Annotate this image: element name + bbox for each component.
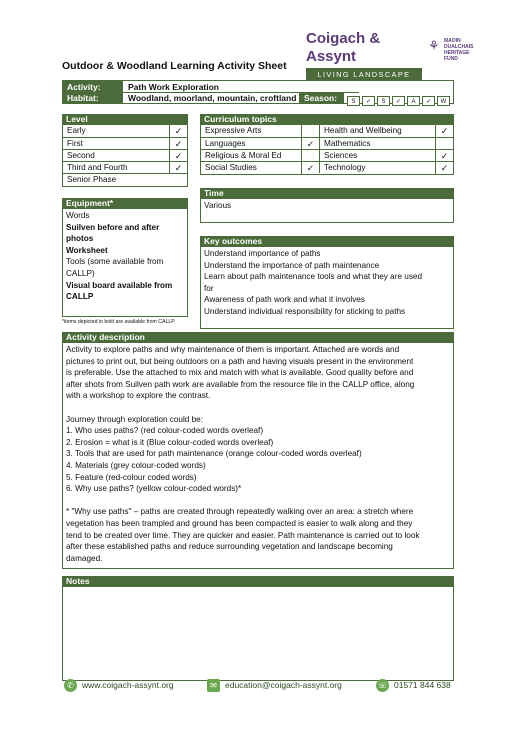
description-header: Activity description — [62, 332, 454, 343]
hlf-line2: DUALCHAIS — [444, 44, 474, 50]
topic-technology: Technology ✓ — [320, 161, 453, 173]
footer-email[interactable] — [207, 679, 342, 692]
check-icon: ✓ — [435, 150, 453, 162]
phone-icon: ☏ — [377, 681, 388, 690]
topic-religious-moral: Religious & Moral Ed — [201, 149, 319, 161]
check-icon: ✓ — [301, 138, 319, 150]
description-line: after shots from Suilven path work are available from the resource file in the CALLP office, along — [66, 379, 415, 389]
outcomes-header: Key outcomes — [200, 236, 454, 247]
outcome-item: Awareness of path work and what it involves — [204, 295, 365, 305]
topic-languages: Languages ✓ — [201, 137, 319, 149]
lottery-icon: ⚘ — [428, 38, 440, 53]
description-line: Activity to explore paths and why maintenance of them is important. Attached are words and — [66, 345, 400, 354]
season-summer: S — [377, 96, 390, 106]
equipment-item: Visual board available from — [66, 280, 173, 290]
description-line: vegetation has been trampled and ground has been compacted is easier to walk along and they — [66, 518, 413, 528]
footer-phone-text: 01571 844 638 — [394, 679, 451, 690]
description-line: pictures to print out, but being outdoors on a path and having visuals present in the environment — [66, 356, 414, 366]
level-row-senior: Senior Phase — [63, 173, 187, 185]
topic-expressive-arts: Expressive Arts — [201, 125, 319, 137]
season-autumn-check: ✓ — [422, 96, 435, 106]
equipment-header: Equipment* — [62, 198, 188, 209]
time-section — [200, 188, 454, 223]
info-table — [62, 80, 454, 104]
hlf-line1: MAOIN — [444, 38, 461, 44]
outcome-item: Understand the importance of path maintenance — [204, 260, 380, 270]
check-icon: ✓ — [169, 125, 187, 137]
email-icon: ✉ — [207, 679, 220, 692]
journey-item: 5. Feature (red-colour coded words) — [66, 472, 197, 482]
check-icon: ✓ — [435, 125, 453, 137]
level-row-first: First ✓ — [63, 137, 187, 149]
page-title: Outdoor & Woodland Learning Activity Sheet — [62, 60, 287, 72]
topic-sciences: Sciences ✓ — [320, 149, 453, 161]
globe-icon: ✆ — [64, 679, 77, 692]
topic-mathematics: Mathematics — [320, 137, 453, 149]
description-line: damaged. — [66, 553, 103, 563]
footer-email-text: education@coigach-assynt.org — [225, 679, 342, 690]
heritage-fund-logo — [428, 36, 490, 66]
equipment-item: CALLP) — [66, 268, 95, 278]
season-spring-check: ✓ — [362, 96, 375, 106]
activity-label: Activity: — [67, 82, 101, 92]
topic-health-wellbeing: Health and Wellbeing ✓ — [320, 125, 453, 137]
equipment-section — [62, 198, 188, 317]
habitat-value: Woodland, moorland, mountain, croftland — [128, 93, 297, 103]
description-line: is preferable. Use the attached to mix and match with what is available. Good quality before and — [66, 368, 414, 378]
outcomes-section — [200, 236, 454, 329]
season-summer-check: ✓ — [392, 96, 405, 106]
topic-social-studies: Social Studies ✓ — [201, 161, 319, 173]
equipment-item: CALLP — [66, 292, 94, 302]
journey-item: 4. Materials (grey colour-coded words) — [66, 460, 206, 470]
equipment-note: *items depicted in bold are available from CALLP — [62, 319, 175, 325]
notes-header: Notes — [62, 576, 454, 587]
description-line: tend to be created over time. They are quicker and easier. Path maintenance is carried out to look — [66, 530, 420, 540]
check-icon: ✓ — [169, 138, 187, 150]
time-header: Time — [200, 188, 454, 199]
outcome-item: Learn about path maintenance tools and what they are used — [204, 272, 423, 282]
check-icon: ✓ — [169, 162, 187, 174]
description-line: with a workshop to explore the contrast. — [66, 391, 211, 401]
outcome-item: Understand individual responsibility for sticking to paths — [204, 306, 406, 316]
curriculum-section — [200, 114, 454, 175]
level-row-early: Early ✓ — [63, 125, 187, 137]
season-winter: W — [437, 96, 450, 106]
description-section — [62, 332, 454, 569]
activity-value: Path Work Exploration — [128, 82, 219, 92]
journey-item: 2. Erosion = what is it (Blue colour-coded words overleaf) — [66, 437, 274, 447]
footer-phone[interactable] — [376, 679, 451, 692]
footer-web-text: www.coigach-assynt.org — [82, 679, 174, 690]
journey-item: 3. Tools that are used for path maintenance (orange colour-coded words overleaf) — [66, 449, 362, 459]
level-row-second: Second ✓ — [63, 149, 187, 161]
footer-web[interactable] — [64, 679, 174, 692]
brand-logo — [306, 30, 422, 81]
equipment-item: Worksheet — [66, 245, 108, 255]
equipment-item: Suilven before and after — [66, 222, 160, 232]
notes-section — [62, 576, 454, 681]
hlf-line4: FUND — [444, 56, 458, 62]
outcome-item: for — [204, 283, 214, 293]
notes-area[interactable] — [62, 587, 454, 681]
description-line: * "Why use paths" – paths are created through repeatedly walking over an area: a stretch where — [66, 507, 414, 517]
description-line: after these established paths and reduce surrounding vegetation and landscape becoming — [66, 542, 393, 552]
journey-item: 1. Who uses paths? (red colour-coded words overleaf) — [66, 426, 264, 436]
season-spring: S — [347, 96, 360, 106]
hlf-line3: HERITAGE — [444, 50, 470, 56]
time-value: Various — [204, 201, 232, 210]
check-icon: ✓ — [169, 150, 187, 162]
equipment-item: Tools (some available from — [66, 257, 164, 267]
journey-intro: Journey through exploration could be: — [66, 414, 204, 424]
level-section — [62, 114, 188, 187]
season-autumn: A — [407, 96, 420, 106]
check-icon: ✓ — [301, 162, 319, 174]
outcome-item: Understand importance of paths — [204, 249, 321, 258]
habitat-label: Habitat: — [67, 93, 99, 103]
season-label: Season: — [304, 93, 338, 103]
check-icon: ✓ — [435, 162, 453, 174]
equipment-item: Words — [66, 211, 90, 220]
brand-banner: LIVING LANDSCAPE — [306, 68, 422, 81]
level-header: Level — [62, 114, 188, 125]
level-row-third-fourth: Third and Fourth ✓ — [63, 161, 187, 173]
journey-item: 6. Why use paths? (yellow colour-coded words)* — [66, 484, 242, 494]
curriculum-header: Curriculum topics — [200, 114, 454, 125]
brand-name: Coigach & Assynt — [306, 30, 381, 65]
equipment-item: photos — [66, 234, 94, 244]
